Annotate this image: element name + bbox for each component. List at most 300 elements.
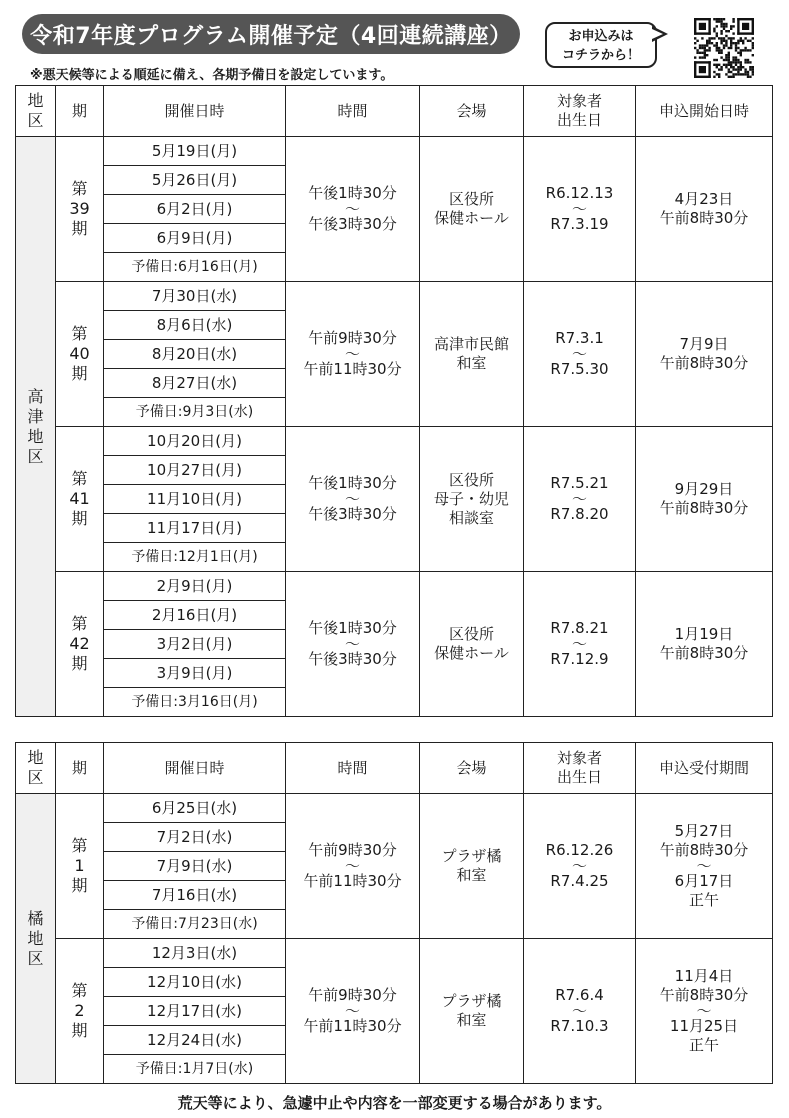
birth-start: R7.5.21 [550,474,609,492]
qr-module [747,59,749,61]
birth-end: R7.10.3 [550,1017,609,1035]
venue-line: 和室 [456,866,487,884]
header-dates [104,743,286,794]
apply-line: 午前8時30分 [659,209,749,227]
time-cell [286,427,420,572]
reserve-date: 予備日:7月23日(水) [104,910,286,939]
qr-module [696,52,698,54]
qr-module [723,37,725,39]
qr-module [747,40,749,42]
time-start: 午前9時30分 [308,986,397,1004]
qr-module [723,23,725,25]
qr-module [701,37,703,39]
qr-module [725,59,727,61]
session-date: 3月9日(月) [104,659,286,688]
session-date: 7月30日(水) [104,282,286,311]
qr-module [708,61,710,78]
qr-module [740,64,742,66]
qr-module [725,42,727,44]
birth-start: R7.3.1 [555,329,604,347]
apply-cell [636,794,773,939]
apply-speech-bubble [545,22,657,68]
qr-module [737,68,739,70]
qr-module [720,49,722,51]
time-end: 午後3時30分 [308,215,397,233]
session-date: 12月10日(水) [104,968,286,997]
qr-module [735,49,737,51]
qr-module [752,44,754,46]
district-cell [16,137,56,717]
term-label: 第41期 [69,469,90,528]
time-cell [286,939,420,1084]
qr-code-icon[interactable] [694,18,754,78]
qr-module [728,59,730,61]
qr-module [740,66,742,68]
reserve-date: 予備日:12月1日(月) [104,543,286,572]
qr-module [730,44,732,46]
qr-module [730,37,732,39]
qr-module [704,47,706,49]
birthdate-cell [524,282,636,427]
header-row [16,743,773,794]
qr-module [747,73,749,75]
qr-module [716,35,718,37]
term-cell [56,794,104,939]
qr-module [728,37,730,39]
qr-module [730,28,732,30]
header-venue-label: 会場 [456,101,487,120]
term-label: 第2期 [71,981,88,1040]
qr-module [737,71,739,73]
time-start: 午前9時30分 [308,841,397,859]
reserve-date: 予備日:9月3日(水) [104,398,286,427]
qr-module [720,42,722,44]
qr-module [728,64,730,66]
header-target [524,743,636,794]
qr-module [701,47,703,49]
qr-module [740,73,742,75]
birth-end: R7.5.30 [550,360,609,378]
qr-module [740,40,742,42]
apply-line: 4月23日 [674,190,734,208]
header-target-top: 対象者 [556,749,602,767]
time-tilde: ～ [344,490,360,508]
district-label: 高津地区 [27,386,44,466]
qr-module [718,52,720,54]
qr-module [725,44,727,46]
birthdate-cell [524,137,636,282]
qr-module [723,47,725,49]
birthdate-cell [524,572,636,717]
qr-module [735,68,737,70]
qr-module [696,40,698,42]
qr-module [708,42,710,44]
qr-module [740,37,742,39]
time-tilde: ～ [344,635,360,653]
header-dates [104,86,286,137]
qr-module [694,37,696,39]
qr-module [730,40,732,42]
time-end: 午前11時30分 [303,1017,402,1035]
apply-line: 午前8時30分 [659,644,749,662]
header-target-bottom: 出生日 [556,768,602,786]
qr-module [740,52,742,54]
header-dates-label: 開催日時 [164,101,225,120]
term-cell [56,427,104,572]
qr-module [740,68,742,70]
venue-line: 区役所 [448,190,494,208]
session-date: 12月24日(水) [104,1026,286,1055]
qr-module [718,47,720,49]
qr-module [728,71,730,73]
birth-start: R6.12.13 [545,184,614,202]
qr-module [704,54,706,56]
qr-module [699,66,706,73]
qr-module [744,59,746,61]
venue-line: 母子・幼児 [433,489,509,508]
qr-module [737,42,739,44]
qr-module [747,76,749,78]
qr-module [730,61,732,63]
qr-module [732,68,734,70]
qr-module [694,61,711,63]
header-term [56,86,104,137]
qr-module [732,37,734,39]
qr-module [735,59,737,61]
apply-start-line: 午前8時30分 [659,986,749,1004]
apply-cell [636,282,773,427]
qr-module [735,73,737,75]
time-end: 午後3時30分 [308,650,397,668]
qr-module [723,40,725,42]
header-apply [636,86,773,137]
qr-module [706,40,708,42]
qr-module [732,76,734,78]
qr-module [732,18,734,20]
qr-module [720,23,722,25]
qr-module [730,66,732,68]
session-date: 6月2日(月) [104,195,286,224]
qr-module [730,64,732,66]
qr-module [728,47,730,49]
session-date: 7月2日(水) [104,823,286,852]
qr-module [716,44,718,46]
qr-module [732,61,734,63]
birth-end: R7.8.20 [550,505,609,523]
session-date: 7月9日(水) [104,852,286,881]
header-district-label: 地区 [27,91,44,130]
qr-module [720,18,722,20]
qr-module [730,47,732,49]
session-date: 10月20日(月) [104,427,286,456]
apply-line: 1月19日 [674,625,734,643]
term-label: 第42期 [69,614,90,673]
time-cell [286,794,420,939]
qr-module [716,49,718,51]
qr-module [716,59,718,61]
qr-module [718,73,720,75]
qr-module [718,37,720,39]
qr-module [699,44,701,46]
qr-module [713,64,715,66]
qr-module [737,61,739,63]
qr-module [694,32,711,34]
apply-cell [636,572,773,717]
qr-module [728,76,730,78]
qr-module [725,23,727,25]
qr-module [730,25,732,27]
header-venue-label: 会場 [456,758,487,777]
qr-module [713,59,715,61]
qr-module [716,18,718,20]
qr-module [742,40,744,42]
qr-module [704,56,706,58]
header-target-bottom: 出生日 [556,111,602,129]
qr-module [730,42,732,44]
qr-module [713,44,715,46]
venue-cell [420,572,524,717]
qr-module [737,52,739,54]
qr-module [706,54,708,56]
qr-module [732,20,734,22]
venue-line: プラザ橘 [441,847,502,865]
qr-module [737,18,739,35]
header-district [16,743,56,794]
bubble-line-2: コチラから！ [561,48,640,63]
qr-module [708,18,710,35]
qr-module [752,42,754,44]
qr-module [744,61,746,63]
qr-module [742,49,744,51]
apply-end-line: 11月25日 [669,1017,739,1035]
venue-line: 和室 [456,354,487,372]
qr-module [725,56,727,58]
header-term [56,743,104,794]
venue-line: プラザ橘 [441,992,502,1010]
reserve-date: 予備日:6月16日(月) [104,253,286,282]
qr-module [720,37,722,39]
qr-module [723,44,725,46]
qr-module [742,42,744,44]
apply-start-line: 5月27日 [674,822,734,840]
time-tilde: ～ [344,1002,360,1020]
apply-line: 午前8時30分 [659,354,749,372]
qr-module [728,54,730,56]
qr-module [732,32,734,34]
apply-end-line: 正午 [688,1036,719,1054]
term-cell [56,282,104,427]
qr-module [749,66,751,68]
session-date: 8月27日(水) [104,369,286,398]
term-cell [56,137,104,282]
venue-line: 区役所 [448,625,494,643]
qr-module [725,73,727,75]
qr-module [742,23,749,30]
session-date: 8月6日(水) [104,311,286,340]
qr-module [720,30,722,32]
qr-module [737,59,739,61]
birth-tilde: ～ [571,490,587,508]
session-date: 5月19日(月) [104,137,286,166]
qr-module [716,32,718,34]
qr-module [735,44,737,46]
qr-module [728,56,730,58]
qr-module [694,76,711,78]
header-term-label: 期 [71,101,87,120]
venue-cell [420,137,524,282]
reserve-day-note: ※悪天候等による順延に備え、各期予備日を設定しています。 [30,68,394,83]
qr-module [701,56,703,58]
qr-module [723,18,725,20]
qr-module [732,73,734,75]
time-end: 午後3時30分 [308,505,397,523]
header-target [524,86,636,137]
qr-module [752,73,754,75]
qr-module [730,76,732,78]
qr-module [708,37,710,39]
qr-module [725,66,727,68]
apply-end-line: 正午 [688,891,719,909]
qr-module [749,76,751,78]
qr-module [694,18,711,20]
qr-module [749,49,751,51]
session-date: 11月10日(月) [104,485,286,514]
qr-module [701,44,703,46]
apply-cell [636,137,773,282]
birth-start: R6.12.26 [545,841,614,859]
birth-end: R7.4.25 [550,872,609,890]
header-time-label: 時間 [337,758,368,777]
time-start: 午後1時30分 [308,184,397,202]
qr-module [708,40,710,42]
session-date: 5月26日(月) [104,166,286,195]
birth-tilde: ～ [571,635,587,653]
table-row [16,427,773,456]
qr-module [732,66,734,68]
qr-module [716,47,718,49]
session-date: 12月3日(水) [104,939,286,968]
qr-module [749,61,751,63]
qr-module [704,52,706,54]
qr-module [711,42,713,44]
session-date: 3月2日(月) [104,630,286,659]
session-date: 2月16日(月) [104,601,286,630]
table-row [16,282,773,311]
qr-module [720,52,722,54]
qr-module [716,25,718,27]
qr-module [740,49,742,51]
qr-module [747,71,749,73]
qr-module [742,73,744,75]
session-date: 6月25日(水) [104,794,286,823]
qr-module [725,35,727,37]
venue-line: 高津市民館 [433,335,509,353]
qr-module [716,42,718,44]
qr-module [694,42,696,44]
table-row [16,794,773,823]
qr-module [706,42,708,44]
apply-line: 9月29日 [674,480,734,498]
qr-module [716,66,718,68]
header-dates-label: 開催日時 [164,758,225,777]
header-venue [420,743,524,794]
qr-module [718,18,720,20]
birth-tilde: ～ [571,200,587,218]
qr-module [725,30,727,32]
qr-module [728,68,730,70]
qr-module [699,52,701,54]
birthdate-cell [524,427,636,572]
page-title: 令和7年度プログラム開催予定（4回連続講座） [22,14,520,54]
qr-module [730,71,732,73]
apply-start-line: 11月4日 [674,967,734,985]
qr-module [723,28,725,30]
qr-module [742,66,744,68]
venue-line: 和室 [456,1011,487,1029]
qr-module [737,47,739,49]
qr-module [716,73,718,75]
time-end: 午前11時30分 [303,360,402,378]
district-cell [16,794,56,1084]
qr-module [716,64,718,66]
time-cell [286,282,420,427]
qr-module [723,59,725,61]
bubble-line-1: お申込みは [568,29,634,44]
apply-cell [636,427,773,572]
qr-module [737,73,739,75]
apply-tilde: ～ [696,1002,712,1020]
qr-module [699,23,706,30]
qr-module [713,76,715,78]
table-row [16,137,773,166]
qr-module [720,40,722,42]
birthdate-cell [524,939,636,1084]
qr-module [720,66,722,68]
qr-module [696,49,698,51]
qr-module [713,28,715,30]
qr-module [737,18,754,20]
qr-module [737,40,739,42]
takatsu-schedule-table [15,85,773,717]
qr-module [752,71,754,73]
apply-line: 午前8時30分 [659,499,749,517]
time-cell [286,137,420,282]
apply-tilde: ～ [696,857,712,875]
session-date: 7月16日(水) [104,881,286,910]
header-district-label: 地区 [27,748,44,787]
reserve-date: 予備日:1月7日(水) [104,1055,286,1084]
qr-module [735,61,737,63]
qr-module [735,56,737,58]
qr-module [740,54,742,56]
qr-module [716,20,718,22]
qr-module [720,25,722,27]
venue-line: 保健ホール [434,209,509,227]
qr-module [694,56,696,58]
qr-module [699,47,701,49]
apply-cell [636,939,773,1084]
qr-module [735,42,737,44]
qr-module [706,49,708,51]
qr-module [732,25,734,27]
bubble-tail-inner [652,29,663,39]
qr-module [718,64,720,66]
qr-module [725,54,727,56]
qr-module [744,49,746,51]
qr-module [749,40,751,42]
qr-module [720,20,722,22]
qr-module [728,61,730,63]
